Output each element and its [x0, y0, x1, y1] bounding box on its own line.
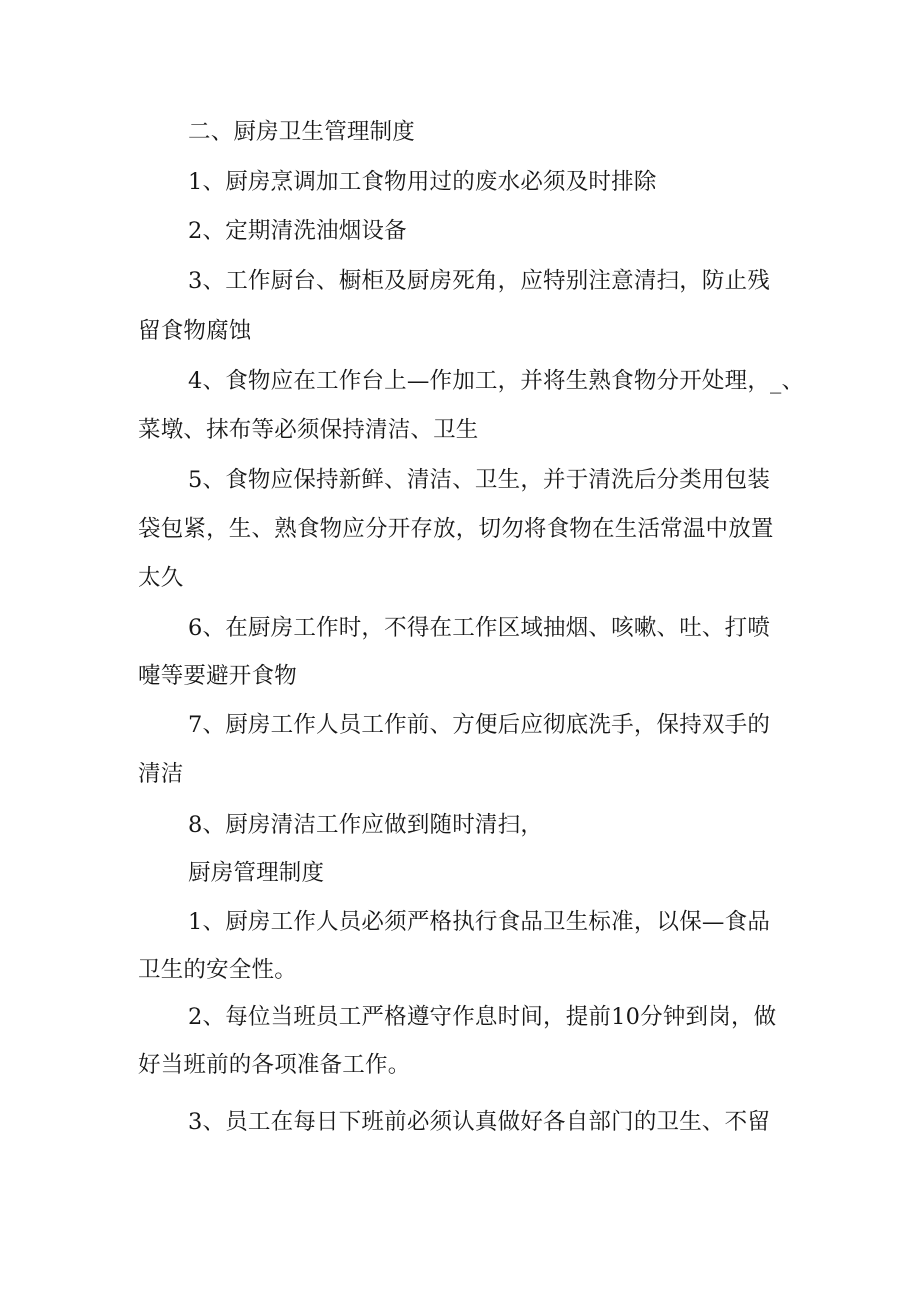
hygiene-item-5-line-2: 袋包紧，生、熟食物应分开存放，切勿将食物在生活常温中放置	[138, 516, 774, 542]
hygiene-item-5-line-3: 太久	[138, 565, 184, 591]
hygiene-item-3-line-2: 留食物腐蚀	[138, 318, 252, 344]
hygiene-item-6-line-2: 嚏等要避开食物	[138, 663, 297, 689]
hygiene-item-8: 8、厨房清洁工作应做到随时清扫，	[188, 812, 544, 838]
hygiene-item-3-line-1: 3、工作厨台、橱柜及厨房死角，应特别注意清扫，防止残	[188, 268, 771, 294]
hygiene-item-4-line-1: 4、食物应在工作台上—作加工，并将生熟食物分开处理，_、	[188, 368, 805, 394]
hygiene-item-4-line-2: 菜墩、抹布等必须保持清洁、卫生	[138, 417, 479, 443]
hygiene-item-2: 2、定期清洗油烟设备	[188, 218, 407, 244]
management-item-2-line-1: 2、每位当班员工严格遵守作息时间，提前10分钟到岗，做	[188, 1004, 777, 1030]
management-item-2-line-2: 好当班前的各项准备工作。	[138, 1052, 411, 1078]
hygiene-item-1: 1、厨房烹调加工食物用过的废水必须及时排除	[188, 169, 657, 195]
hygiene-item-7-line-2: 清洁	[138, 761, 184, 787]
management-item-1-line-2: 卫生的安全性。	[138, 957, 297, 983]
management-item-3-line-1: 3、员工在每日下班前必须认真做好各自部门的卫生、不留	[188, 1109, 771, 1135]
section-heading-kitchen-management: 厨房管理制度	[188, 860, 325, 886]
hygiene-item-7-line-1: 7、厨房工作人员工作前、方便后应彻底洗手，保持双手的	[188, 712, 771, 738]
hygiene-item-5-line-1: 5、食物应保持新鲜、清洁、卫生，并于清洗后分类用包装	[188, 467, 771, 493]
section-heading-kitchen-hygiene: 二、厨房卫生管理制度	[188, 119, 416, 145]
hygiene-item-6-line-1: 6、在厨房工作时，不得在工作区域抽烟、咳嗽、吐、打喷	[188, 615, 771, 641]
management-item-1-line-1: 1、厨房工作人员必须严格执行食品卫生标准，以保—食品	[188, 909, 771, 935]
